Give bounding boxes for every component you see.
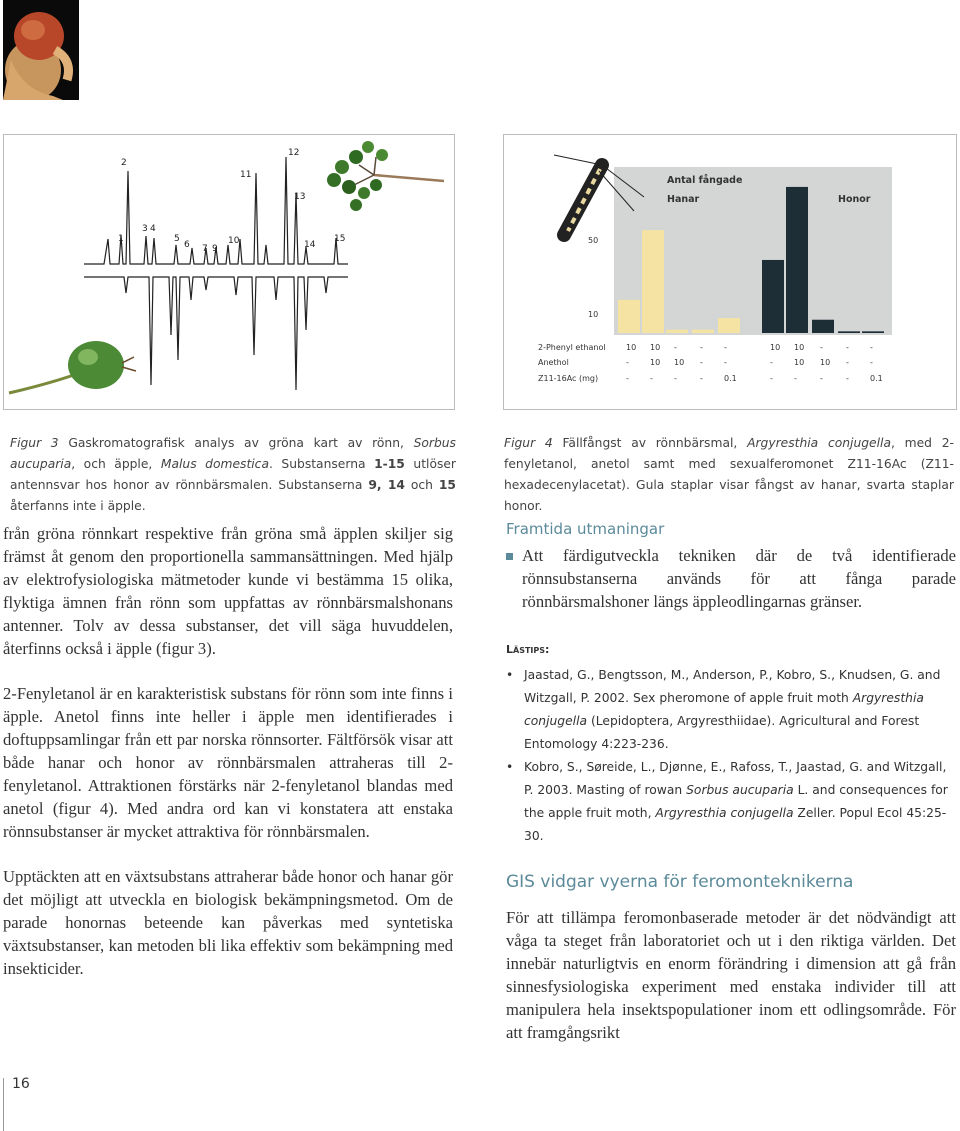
paragraph: från gröna rönnkart respektive från gröna små äpplen skiljer sig främst åt genom den proportionella sammansättningen. Med hjälp av elektrofysiologiska mätmetoder kunde vi bestämma 15 olika, flyktiga ämnen från rönn som uppfattas av rönnbärsmalshonans antenner. Tolv av dessa substanser, det vill säga huvuddelen, återfinns också i äpple (figur 3).: [3, 524, 453, 658]
peak-label: 9: [212, 244, 218, 254]
table-cell: 10: [674, 358, 685, 367]
table-row-label: Anethol: [538, 358, 569, 367]
table-cell: -: [626, 374, 629, 383]
table-row-label: Z11-16Ac (mg): [538, 374, 599, 383]
paragraph: Upptäckten att en växtsubstans attraherar både honor och hanar gör det möjligt att utveckla en biologisk bekämpningsmetod. Om de parade honornas beteende kan påverkas med syntetiska växtsubstanser, kan metoden bli lika effektiv som bekämpning med insekticider.: [3, 867, 453, 978]
y-tick: 10: [588, 310, 599, 319]
right-column: [506, 520, 956, 1044]
table-cell: -: [846, 358, 849, 367]
peak-label: 2: [121, 158, 127, 168]
table-cell: 0.1: [870, 374, 883, 383]
table-cell: -: [724, 358, 727, 367]
table-cell: -: [846, 343, 849, 352]
table-cell: -: [870, 343, 873, 352]
figure-4-chart: [504, 135, 958, 411]
peak-label: 14: [304, 240, 316, 250]
peak-label: 10: [228, 236, 240, 246]
table-cell: 10: [650, 343, 661, 352]
gis-paragraph: För att tillämpa feromonbaserade metoder är det nödvändigt att våga ta steget från laboratoriet och ut i den riktiga världen. Det innebär naturligtvis en enorm förändring i dimension att gå från sinnesfysiologiska experiment med enstaka individer till att manipulera hela insektspopulationer inom ett odlingsområde. För att framgångsrikt: [506, 908, 956, 1042]
table-cell: -: [700, 358, 703, 367]
reference-item: • Kobro, S., Søreide, L., Djønne, E., Rafoss, T., Jaastad, G. and Witzgall, P. 2003. Masting of rowan Sorbus aucuparia L. and consequences for the apple fruit moth, Argyresthia conjugella Zeller. Popul Ecol 45:25-30.: [506, 756, 956, 848]
table-cell: -: [700, 343, 703, 352]
paragraph: 2-Fenyletanol är en karakteristisk substans för rönn som inte finns i äpple. Anetol finns inte heller i äpple men identifierades i doftuppsamlingar från ett par norska rönnsorter. Fältförsök visar att både hanar och honor av rönnbärsmalen attraheras till 2-fenyletanol. Attraktionen förstärks när 2-fenyletanol blandas med anetol (figur 4). Med andra ord kan vi konstatera att enstaka rönnsubstanser är mycket attraktiva för rönnbärsmalen.: [3, 684, 453, 841]
chart-bar: [692, 330, 714, 333]
chart-bar: [838, 331, 860, 333]
table-cell: -: [674, 374, 677, 383]
table-cell: -: [674, 343, 677, 352]
table-cell: 10: [820, 358, 831, 367]
peak-label: 4: [150, 224, 156, 234]
table-row-label: 2-Phenyl ethanol: [538, 343, 606, 352]
table-cell: 10: [794, 343, 805, 352]
table-cell: 10: [650, 358, 661, 367]
peak-label: 7: [202, 244, 208, 254]
page-margin-rule: [3, 1078, 4, 1131]
chart-bar: [718, 318, 740, 333]
chart-bar: [642, 230, 664, 333]
peak-label: 12: [288, 148, 300, 158]
reference-list: [506, 664, 956, 848]
apple-hand-illustration: [3, 0, 79, 100]
peak-label: 15: [334, 234, 346, 244]
table-cell: -: [870, 358, 873, 367]
peak-label: 5: [174, 234, 180, 244]
green-apple-illustration: [9, 341, 136, 393]
table-cell: -: [846, 374, 849, 383]
figure-3-label: Figur 3: [10, 436, 59, 450]
table-cell: -: [820, 343, 823, 352]
table-cell: 0.1: [724, 374, 737, 383]
chart-bar: [762, 260, 784, 333]
future-heading: Framtida utmaningar: [506, 520, 665, 538]
table-cell: -: [820, 374, 823, 383]
left-column-text: [3, 522, 453, 1002]
figure-3-chromatogram: [4, 135, 456, 411]
table-cell: -: [794, 374, 797, 383]
peak-label: 11: [240, 170, 252, 180]
y-tick: 50: [588, 236, 599, 245]
chart-title: Antal fångade: [667, 175, 743, 186]
chart-bar: [862, 331, 884, 333]
table-cell: -: [770, 374, 773, 383]
figure-4-caption: Figur 4 Fällfångst av rönnbärsmal, Argyresthia conjugella, med 2-fenyletanol, anetol samt med sexualferomonet Z11-16Ac (Z11-hexadecenylacetat). Gula staplar visar fångst av hanar, svarta staplar honor.: [504, 436, 954, 513]
reading-tips-heading: Lästips:: [506, 643, 550, 656]
chart-bar: [812, 320, 834, 333]
reference-item: • Jaastad, G., Bengtsson, M., Anderson, P., Kobro, S., Knudsen, G. and Witzgall, P. 2002. Sex pheromone of apple fruit moth Argyresthia conjugella (Lepidoptera, Argyresthiidae). Agricultural and Forest Entomology 4:223-236.: [506, 664, 956, 756]
figure-4-label: Figur 4: [504, 436, 553, 450]
future-item: Att färdigutveckla tekniken där de två identifierade rönnsubstanserna används för att fånga parade rönnbärsmalshoner längs äppleodlingarnas gränser.: [506, 544, 956, 613]
figure-4-frame: [503, 134, 957, 410]
gis-heading: GIS vidgar vyerna för feromonteknikerna: [506, 872, 854, 892]
peak-label: 6: [184, 240, 190, 250]
rowan-berries-illustration: [327, 141, 444, 211]
legend-female: Honor: [838, 194, 871, 205]
peak-label: 13: [294, 192, 306, 202]
figure-3-frame: [3, 134, 455, 410]
table-cell: 10: [794, 358, 805, 367]
legend-male: Hanar: [667, 194, 700, 205]
page-number: 16: [12, 1076, 30, 1092]
chart-bar: [618, 300, 640, 333]
table-cell: -: [650, 374, 653, 383]
table-cell: 10: [626, 343, 637, 352]
table-cell: -: [724, 343, 727, 352]
table-cell: 10: [770, 343, 781, 352]
peak-label: 1: [118, 234, 124, 244]
table-cell: -: [626, 358, 629, 367]
figure-3-caption: Figur 3 Gaskromatografisk analys av gröna kart av rönn, Sorbus aucuparia, och äpple, Malus domestica. Substanserna 1-15 utlöser antennsvar hos honor av rönnbärsmalen. Substanserna 9, 14 och 15 återfanns inte i äpple.: [10, 436, 456, 513]
apple-hand-photo: [3, 0, 79, 100]
peak-label: 3: [142, 224, 148, 234]
table-cell: -: [770, 358, 773, 367]
chart-bar: [666, 330, 688, 333]
chart-bar: [786, 187, 808, 333]
chromatogram-lower-trace: [84, 277, 348, 390]
table-cell: -: [700, 374, 703, 383]
square-bullet-icon: [506, 553, 513, 560]
